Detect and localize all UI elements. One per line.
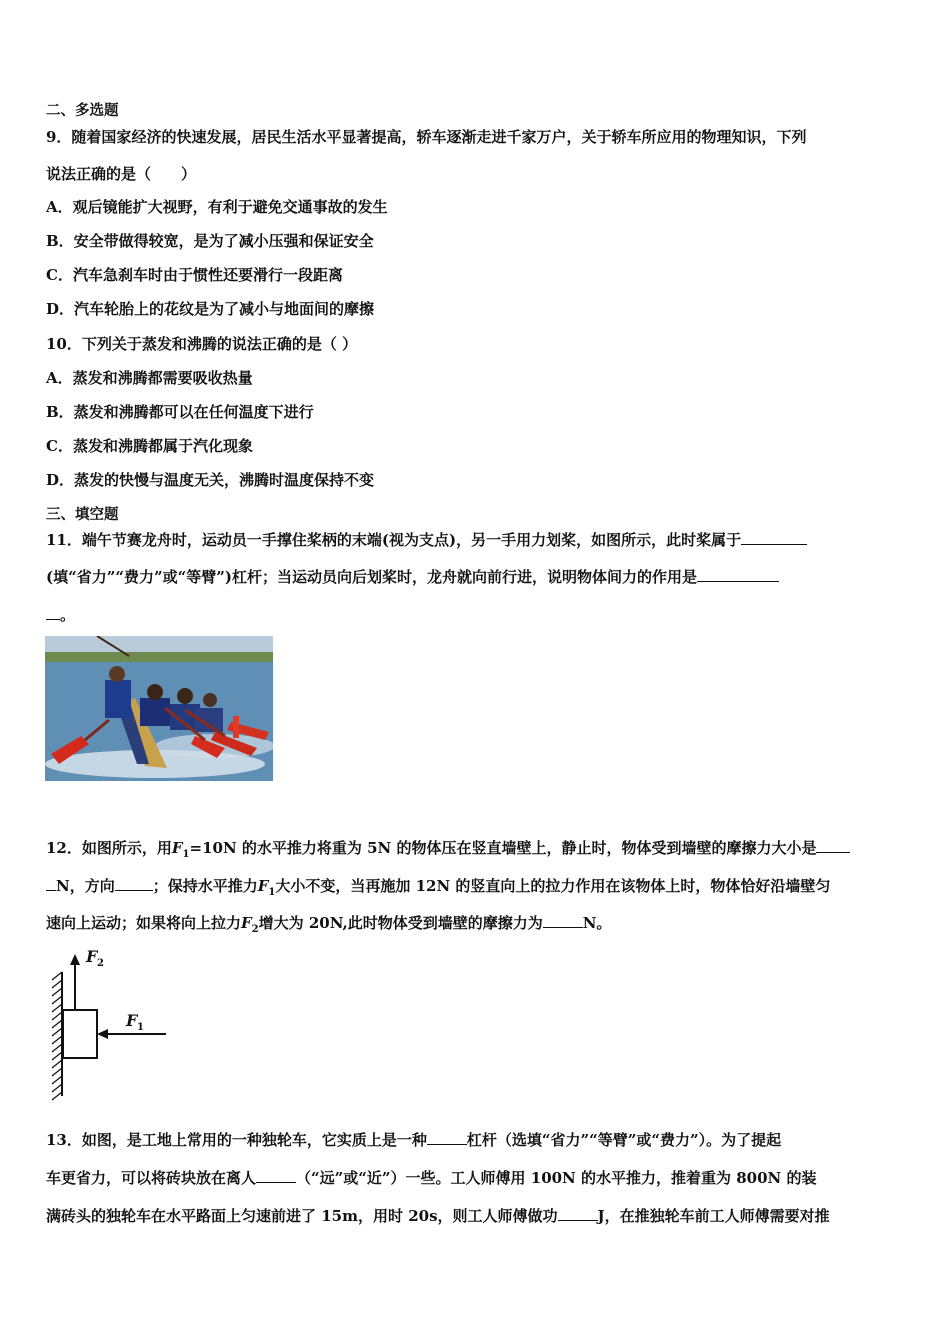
q12-blank-2 — [115, 876, 153, 891]
q13-line3 — [46, 1206, 830, 1226]
q12-text-2b: ；保持水平推力 — [152, 877, 258, 895]
q13-blank-3 — [558, 1206, 598, 1221]
q12-f1-symbol-2: F — [257, 877, 269, 895]
q10-option-c: C．蒸发和沸腾都属于汽化现象 — [46, 437, 253, 455]
q12-wall-force-diagram — [44, 944, 184, 1104]
q13-text-3a: 满砖头的独轮车在水平路面上匀速前进了 15m，用时 20s，则工人师傅做功 — [46, 1207, 558, 1225]
wall-block-figure — [44, 944, 184, 1104]
q13-text-3b: J，在推独轮车前工人师傅需要对推 — [597, 1207, 830, 1225]
q12-blank-1-continued — [46, 876, 56, 891]
q12-text-2c: 大小不变，当再施加 12N 的竖直向上的拉力作用在该物体上时，物体恰好沿墙壁匀 — [275, 877, 831, 895]
q13-line2 — [46, 1168, 816, 1188]
q12-blank-1 — [816, 838, 850, 853]
q11-line3 — [46, 605, 75, 625]
q12-line3 — [46, 913, 611, 940]
q9-stem-line2: 说法正确的是（ ） — [46, 165, 197, 183]
q12-f1-subscript-2: 1 — [268, 887, 276, 898]
q9-option-a: A．观后镜能扩大视野，有利于避免交通事故的发生 — [46, 198, 388, 216]
q12-line1 — [46, 838, 850, 865]
q13-blank-2 — [256, 1168, 296, 1183]
q13-text-1b: 杠杆（选填“省力”“等臂”或“费力”）。为了提起 — [466, 1131, 782, 1149]
q13-text-2b: （“远”或“近”）一些。工人师傅用 100N 的水平推力，推着重为 800N 的装 — [296, 1169, 817, 1187]
q12-f1-subscript: 1 — [182, 849, 190, 860]
q9-stem-line1: 9．随着国家经济的快速发展，居民生活水平显著提高，轿车逐渐走进千家万户，关于轿车所应用的物理知识，下列 — [46, 128, 807, 146]
fig-label-f1: F — [126, 1011, 138, 1030]
q11-blank-2 — [697, 567, 779, 582]
q13-text-2a: 车更省力，可以将砖块放在离人 — [46, 1169, 257, 1187]
dragon-boat-photo — [45, 636, 273, 781]
q13-line1 — [46, 1130, 781, 1150]
q9-option-d: D．汽车轮胎上的花纹是为了减小与地面间的摩擦 — [46, 300, 375, 318]
q10-stem: 10．下列关于蒸发和沸腾的说法正确的是（ ） — [46, 335, 358, 353]
q12-text-1b: =10N 的水平推力将重为 5N 的物体压在竖直墙壁上，静止时，物体受到墙壁的摩擦力大小是 — [189, 839, 817, 857]
q11-text-3: 。 — [60, 606, 76, 624]
fig-label-f2: F — [86, 947, 98, 966]
fig-label-f1-sub: 1 — [137, 1022, 144, 1033]
dragon-boat-illustration — [45, 636, 273, 781]
section-heading-multi-choice: 二、多选题 — [46, 102, 119, 119]
q11-blank-1 — [741, 530, 807, 545]
q12-blank-3 — [543, 913, 583, 928]
section-heading-fill-blank: 三、填空题 — [46, 506, 119, 523]
q11-line2 — [46, 567, 779, 587]
q12-f2-subscript: 2 — [251, 924, 259, 935]
q11-blank-2-continued — [46, 605, 60, 620]
q9-option-b: B．安全带做得较宽，是为了减小压强和保证安全 — [46, 232, 374, 250]
q12-f1-symbol: F — [171, 839, 183, 857]
q12-text-1a: 12．如图所示，用 — [46, 839, 172, 857]
q10-option-d: D．蒸发的快慢与温度无关，沸腾时温度保持不变 — [46, 471, 375, 489]
q12-line2 — [46, 876, 830, 903]
q10-option-a: A．蒸发和沸腾都需要吸收热量 — [46, 369, 253, 387]
q12-f2-symbol: F — [241, 914, 252, 932]
q12-text-3c: N。 — [582, 914, 612, 932]
q10-option-b: B．蒸发和沸腾都可以在任何温度下进行 — [46, 403, 314, 421]
q11-line1 — [46, 530, 807, 550]
q9-option-c: C．汽车急刹车时由于惯性还要滑行一段距离 — [46, 266, 343, 284]
q11-text-2: (填“省力”“费力”或“等臂”)杠杆；当运动员向后划桨时，龙舟就向前行进，说明物体间力的作用是 — [46, 568, 697, 586]
q12-text-3a: 速向上运动；如果将向上拉力 — [46, 914, 242, 932]
q13-text-1a: 13．如图，是工地上常用的一种独轮车，它实质上是一种 — [46, 1131, 427, 1149]
q11-text-1: 11．端午节赛龙舟时，运动员一手撑住桨柄的末端(视为支点)，另一手用力划桨，如图所示，此时桨属于 — [46, 531, 742, 549]
q13-blank-1 — [427, 1130, 467, 1145]
q12-text-3b: 增大为 20N,此时物体受到墙壁的摩擦力为 — [258, 914, 543, 932]
q12-text-2a: N，方向 — [56, 877, 115, 895]
fig-label-f2-sub: 2 — [97, 958, 104, 969]
